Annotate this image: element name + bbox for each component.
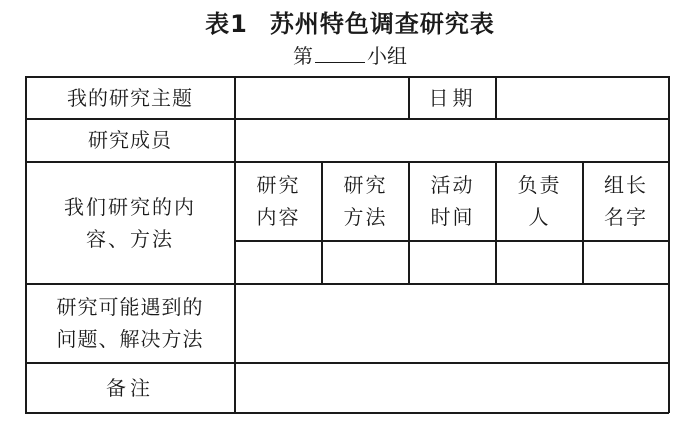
research-topic-label: 我的研究主题 xyxy=(67,85,193,110)
date-field[interactable] xyxy=(497,77,668,118)
research-method-field[interactable] xyxy=(323,242,408,283)
problems-solutions-field[interactable] xyxy=(236,284,668,362)
group-prefix: 第 xyxy=(293,44,313,68)
table-number: 表1 xyxy=(205,10,248,38)
table-title-text: 苏州特色调查研究表 xyxy=(269,10,495,38)
leader-name-field[interactable] xyxy=(584,242,668,283)
activity-time-field[interactable] xyxy=(410,242,495,283)
subheader-research-method: 研究 方法 xyxy=(343,173,388,229)
table-line xyxy=(668,76,670,413)
research-topic-field[interactable] xyxy=(236,77,408,118)
subheader-leader-name: 组长 名字 xyxy=(604,173,648,229)
group-line xyxy=(0,40,700,69)
remarks-field[interactable] xyxy=(236,363,668,412)
date-label: 日期 xyxy=(428,85,477,110)
table-line xyxy=(25,412,669,414)
group-suffix: 小组 xyxy=(367,44,407,68)
table-title xyxy=(0,4,700,39)
group-number-blank[interactable] xyxy=(315,44,365,63)
subheader-research-content: 研究 内容 xyxy=(256,173,301,229)
research-members-label: 研究成员 xyxy=(88,128,172,152)
subheader-activity-time: 活动 时间 xyxy=(430,173,475,229)
research-members-field[interactable] xyxy=(236,119,668,161)
subheader-person-in-charge: 负责 人 xyxy=(517,173,562,229)
research-content-field[interactable] xyxy=(236,242,321,283)
person-in-charge-field[interactable] xyxy=(497,242,582,283)
problems-solutions-label: 研究可能遇到的 问题、解决方法 xyxy=(56,295,204,351)
remarks-label: 备注 xyxy=(106,375,154,400)
content-method-label: 我们研究的内 容、方法 xyxy=(64,194,196,251)
